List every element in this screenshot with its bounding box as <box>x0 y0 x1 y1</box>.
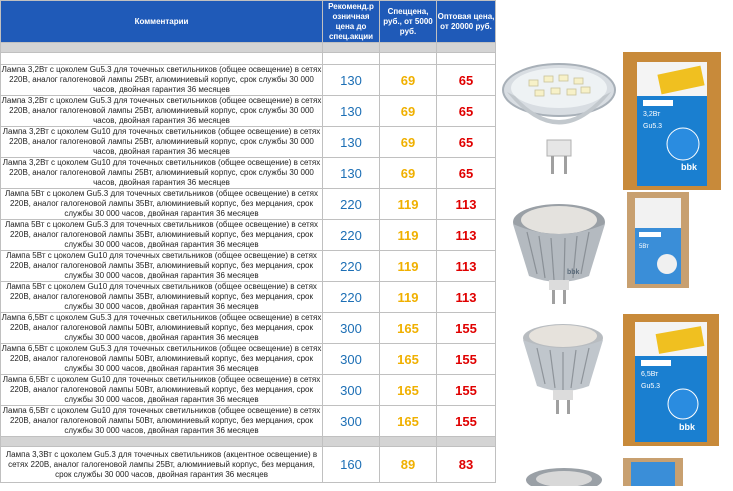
cell-description[interactable]: Лампа 6,5Вт с цоколем Gu10 для точечных светильников (общее освещение) в сетях 220В, аналог галогеновой лампы 50Вт, алюминиевый корпус, без мерцания, срок службы 30 000 часов, двойная гарантия 36 месяцев <box>1 406 323 437</box>
bulb-photo-3w <box>499 52 619 180</box>
product-images-panel <box>497 0 733 486</box>
cell-special-price[interactable]: 165 <box>380 344 437 375</box>
cell-wholesale-price[interactable]: 113 <box>437 251 496 282</box>
cell-recommended-price[interactable]: 300 <box>323 406 380 437</box>
header-recommended-price[interactable]: Рекоменд.р озничная цена до спец.акции <box>323 1 380 43</box>
cell-description[interactable]: Лампа 5Вт с цоколем Gu5.3 для точечных светильников (общее освещение) в сетях 220В, аналог галогеновой лампы 35Вт, алюминиевый корпус, без мерцания, срок службы 30 000 часов, двойная гарантия 36 месяцев <box>1 189 323 220</box>
cell-special-price[interactable]: 69 <box>380 158 437 189</box>
cell-wholesale-price[interactable]: 65 <box>437 96 496 127</box>
table-row[interactable] <box>1 65 496 96</box>
cell-description[interactable]: Лампа 3,2Вт с цоколем Gu10 для точечных светильников (общее освещение) в сетях 220В, аналог галогеновой лампы 25Вт, алюминиевый корпус, срок службы 30 000 часов, двойная гарантия 36 месяцев <box>1 127 323 158</box>
rows-body <box>1 65 496 437</box>
product-box-3w <box>623 52 721 190</box>
cell-wholesale-price[interactable]: 113 <box>437 189 496 220</box>
product-box-accent <box>623 458 683 486</box>
cell-description[interactable]: Лампа 3,2Вт с цоколем Gu10 для точечных светильников (общее освещение) в сетях 220В, аналог галогеновой лампы 25Вт, алюминиевый корпус, срок службы 30 000 часов, двойная гарантия 36 месяцев <box>1 158 323 189</box>
cell-description[interactable]: Лампа 5Вт с цоколем Gu10 для точечных светильников (общее освещение) в сетях 220В, аналог галогеновой лампы 35Вт, алюминиевый корпус, без мерцания, срок службы 30 000 часов, двойная гарантия 36 месяцев <box>1 251 323 282</box>
bulb-photo-5w <box>509 196 609 308</box>
cell-recommended-price[interactable]: 300 <box>323 313 380 344</box>
cell-wholesale-price[interactable]: 155 <box>437 313 496 344</box>
product-box-6w <box>623 314 719 446</box>
cell-description[interactable]: Лампа 3,2Вт с цоколем Gu5.3 для точечных светильников (общее освещение) в сетях 220В, аналог галогеновой лампы 25Вт, алюминиевый корпус, срок службы 30 000 часов, двойная гарантия 36 месяцев <box>1 65 322 94</box>
cell-wholesale-price[interactable]: 113 <box>437 220 496 251</box>
cell-description[interactable]: Лампа 5Вт с цоколем Gu5.3 для точечных светильников (общее освещение) в сетях 220В, аналог галогеновой лампы 35Вт, алюминиевый корпус, без мерцания, срок службы 30 000 часов, двойная гарантия 36 месяцев <box>1 220 323 251</box>
header-special-price[interactable]: Спеццена, руб., от 5000 руб. <box>380 1 437 43</box>
cell-recommended-price[interactable]: 130 <box>323 127 380 158</box>
cell-special-price[interactable]: 165 <box>380 375 437 406</box>
table-row[interactable] <box>1 313 496 344</box>
svg-text:Gu5.3: Gu5.3 <box>643 123 663 130</box>
header-row <box>1 1 496 43</box>
header-wholesale-price[interactable]: Оптовая цена, от 20000 руб. <box>437 1 496 43</box>
cell-description[interactable]: Лампа 6,5Вт с цоколем Gu5.3 для точечных светильников (общее освещение) в сетях 220В, аналог галогеновой лампы 50Вт, алюминиевый корпус, без мерцания, срок службы 30 000 часов, двойная гарантия 36 месяцев <box>1 344 322 373</box>
cell-wholesale-price[interactable]: 155 <box>437 375 496 406</box>
cell-recommended-price[interactable]: 130 <box>323 65 380 96</box>
spacer-row-2 <box>1 437 496 447</box>
cell-special-price[interactable]: 69 <box>380 65 437 96</box>
table-row[interactable] <box>1 251 496 282</box>
bulb-photo-6w <box>517 318 609 418</box>
cell-special-price[interactable]: 69 <box>380 96 437 127</box>
cell-description[interactable]: Лампа 6,5Вт с цоколем Gu5.3 для точечных светильников (общее освещение) в сетях 220В, аналог галогеновой лампы 50Вт, алюминиевый корпус, без мерцания, срок службы 30 000 часов, двойная гарантия 36 месяцев <box>1 313 322 342</box>
table-row[interactable] <box>1 375 496 406</box>
cell-recommended-price[interactable]: 220 <box>323 189 380 220</box>
cell-recommended-price[interactable]: 300 <box>323 344 380 375</box>
table-row[interactable] <box>1 127 496 158</box>
cell-wholesale-price[interactable]: 83 <box>437 447 496 483</box>
svg-text:bbk: bbk <box>681 162 698 172</box>
cell-special-price[interactable]: 165 <box>380 313 437 344</box>
svg-text:5Вт: 5Вт <box>639 244 649 250</box>
cell-recommended-price[interactable]: 300 <box>323 375 380 406</box>
cell-recommended-price[interactable]: 130 <box>323 96 380 127</box>
cell-description[interactable]: Лампа 6,5Вт с цоколем Gu10 для точечных светильников (общее освещение) в сетях 220В, аналог галогеновой лампы 50Вт, алюминиевый корпус, без мерцания, срок службы 30 000 часов, двойная гарантия 36 месяцев <box>1 375 323 406</box>
table-row[interactable] <box>1 220 496 251</box>
table-row[interactable] <box>1 189 496 220</box>
table-row[interactable] <box>1 406 496 437</box>
cell-special-price[interactable]: 89 <box>380 447 437 483</box>
cell-wholesale-price[interactable]: 65 <box>437 127 496 158</box>
table-row[interactable] <box>1 158 496 189</box>
empty-row <box>1 53 496 65</box>
svg-text:Gu5.3: Gu5.3 <box>641 383 661 390</box>
cell-recommended-price[interactable]: 130 <box>323 158 380 189</box>
cell-recommended-price[interactable]: 220 <box>323 220 380 251</box>
cell-special-price[interactable]: 69 <box>380 127 437 158</box>
spacer-row <box>1 43 496 53</box>
cell-wholesale-price[interactable]: 113 <box>437 282 496 313</box>
cell-recommended-price[interactable]: 220 <box>323 251 380 282</box>
cell-special-price[interactable]: 119 <box>380 282 437 313</box>
cell-special-price[interactable]: 119 <box>380 251 437 282</box>
cell-description[interactable]: Лампа 5Вт с цоколем Gu10 для точечных светильников (общее освещение) в сетях 220В, аналог галогеновой лампы 35Вт, алюминиевый корпус, без мерцания, срок службы 30 000 часов, двойная гарантия 36 месяцев <box>1 282 323 313</box>
cell-description[interactable]: Лампа 3,3Вт с цоколем Gu5.3 для точечных светильников (акцентное освещение) в сетях 220В, аналог галогеновой лампы 25Вт, алюминиевый корпус, без мерцания, срок службы 30 000 часов, двойная гарантия 36 месяцев <box>1 447 323 483</box>
cell-description[interactable]: Лампа 3,2Вт с цоколем Gu5.3 для точечных светильников (общее освещение) в сетях 220В, аналог галогеновой лампы 25Вт, алюминиевый корпус, срок службы 30 000 часов, двойная гарантия 36 месяцев <box>1 96 322 125</box>
cell-recommended-price[interactable]: 220 <box>323 282 380 313</box>
cell-special-price[interactable]: 119 <box>380 220 437 251</box>
cell-wholesale-price[interactable]: 65 <box>437 65 496 96</box>
svg-text:bbk: bbk <box>679 422 696 432</box>
table-row[interactable] <box>1 344 496 375</box>
cell-wholesale-price[interactable]: 155 <box>437 406 496 437</box>
product-box-5w <box>627 192 689 288</box>
cell-recommended-price[interactable]: 160 <box>323 447 380 483</box>
svg-text:bbk: bbk <box>567 269 580 276</box>
box-watt-text-1: 3,2Вт <box>643 111 661 118</box>
table-row[interactable] <box>1 447 496 483</box>
svg-text:6,5Вт: 6,5Вт <box>641 371 659 378</box>
bulb-photo-accent <box>519 462 609 486</box>
cell-special-price[interactable]: 165 <box>380 406 437 437</box>
cell-wholesale-price[interactable]: 155 <box>437 344 496 375</box>
cell-special-price[interactable]: 119 <box>380 189 437 220</box>
cell-wholesale-price[interactable]: 65 <box>437 158 496 189</box>
header-comment[interactable]: Комментарии <box>1 1 323 43</box>
table-row[interactable] <box>1 96 496 127</box>
table-row[interactable] <box>1 282 496 313</box>
